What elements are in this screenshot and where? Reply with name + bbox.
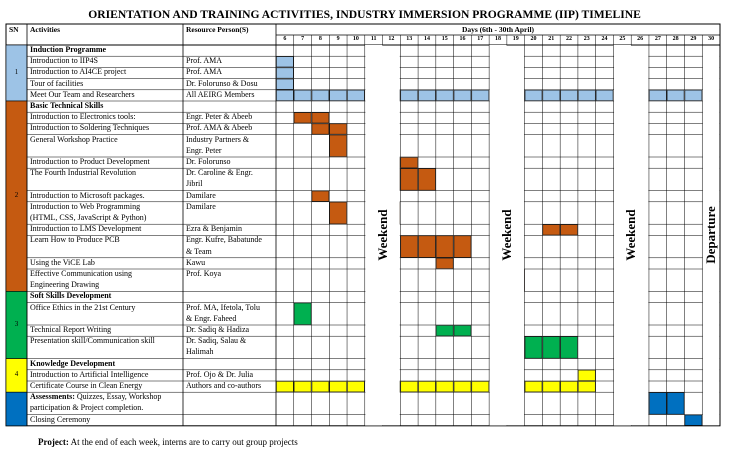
schedule-cell xyxy=(401,90,418,100)
schedule-cell xyxy=(649,90,666,100)
day-number-28: 28 xyxy=(672,36,679,42)
activity-label: Introduction to IIP4S xyxy=(30,56,98,66)
footer-text: At the end of each week, interns are to carry out group projects xyxy=(68,437,298,447)
schedule-cell xyxy=(667,393,684,414)
resource-person: Industry Partners & xyxy=(186,134,250,144)
day-number-14: 14 xyxy=(423,36,430,42)
day-number-26: 26 xyxy=(637,36,644,42)
schedule-cell xyxy=(454,236,471,257)
activity-label: Tour of facilities xyxy=(30,78,84,88)
schedule-cell xyxy=(578,90,595,100)
schedule-cell xyxy=(543,225,560,235)
resource-person: Prof. AMA xyxy=(186,56,223,66)
footer-note xyxy=(38,437,298,447)
schedule-cell xyxy=(578,370,595,380)
schedule-cell xyxy=(277,90,294,100)
day-number-9: 9 xyxy=(336,36,340,42)
schedule-cell xyxy=(312,124,329,134)
schedule-cell xyxy=(277,57,294,67)
activity-label: Introduction to AI4CE project xyxy=(30,67,127,77)
section-number-3: 3 xyxy=(14,320,19,328)
schedule-cell xyxy=(348,90,365,100)
schedule-cell xyxy=(596,90,613,100)
day-number-20: 20 xyxy=(530,36,537,42)
activity-label: Introduction to Artificial Intelligence xyxy=(30,369,149,379)
schedule-cell xyxy=(561,382,578,392)
day-number-18: 18 xyxy=(494,36,501,42)
schedule-cell xyxy=(667,90,684,100)
schedule-cell xyxy=(330,135,347,156)
resource-person: Engr. Peter & Abeeb xyxy=(186,112,253,122)
resource-person: & Engr. Faheed xyxy=(186,313,237,323)
day-number-25: 25 xyxy=(619,36,626,42)
activity-label: Using the ViCE Lab xyxy=(30,257,95,267)
day-number-30: 30 xyxy=(708,36,715,42)
activity-label: Introduction to Soldering Techniques xyxy=(30,123,150,133)
schedule-cell xyxy=(436,258,453,268)
resource-person: Jibril xyxy=(186,179,203,189)
activity-label xyxy=(30,392,182,403)
schedule-cell xyxy=(436,236,453,257)
schedule-cell xyxy=(312,113,329,123)
activity-label: Presentation skill/Communication skill xyxy=(30,336,155,346)
schedule-cell xyxy=(454,326,471,336)
schedule-cell xyxy=(294,382,311,392)
weekend-label-1: Weekend xyxy=(374,209,390,262)
resource-person: Ezra & Benjamin xyxy=(186,224,242,234)
schedule-cell xyxy=(685,90,702,100)
schedule-cell xyxy=(454,90,471,100)
schedule-cell xyxy=(472,90,489,100)
activity-label: Learn How to Produce PCB xyxy=(30,235,120,245)
activity-bold-prefix: Assessments: xyxy=(30,392,75,402)
schedule-cell xyxy=(330,202,347,223)
activity-label: General Workshop Practice xyxy=(30,134,118,144)
day-number-8: 8 xyxy=(318,36,322,42)
resource-person: Kawu xyxy=(186,257,206,267)
schedule-cell xyxy=(685,415,702,425)
day-number-21: 21 xyxy=(548,36,555,42)
schedule-cell xyxy=(277,79,294,89)
resource-person: Prof. Koya xyxy=(186,269,222,278)
resource-person: Damilare xyxy=(186,201,216,211)
schedule-cell xyxy=(401,236,418,257)
activity-label: Introduction to LMS Development xyxy=(30,224,142,234)
document-title: ORIENTATION AND TRAINING ACTIVITIES, INDUSTRY IMMERSION PROGRAMME (IIP) TIMELINE xyxy=(88,8,641,21)
schedule-cell xyxy=(401,158,418,168)
schedule-cell xyxy=(561,225,578,235)
header-sn: SN xyxy=(9,25,19,34)
resource-person: Prof. MA, Ifetola, Tolu xyxy=(186,302,260,312)
day-number-19: 19 xyxy=(512,36,519,42)
section-heading: Soft Skills Development xyxy=(30,291,112,301)
schedule-cell xyxy=(436,90,453,100)
schedule-cell xyxy=(525,90,542,100)
schedule-cell xyxy=(649,393,666,414)
day-number-16: 16 xyxy=(459,36,466,42)
header-resource: Resource Person(S) xyxy=(186,25,249,34)
schedule-cell xyxy=(277,382,294,392)
schedule-cell xyxy=(525,337,542,358)
resource-person: & Team xyxy=(186,246,212,256)
departure-label: Departure xyxy=(703,206,719,265)
activity-label: Closing Ceremony xyxy=(30,414,91,424)
section-number-2: 2 xyxy=(14,191,19,200)
activity-label: Technical Report Writing xyxy=(30,325,112,334)
schedule-cell xyxy=(543,337,560,358)
schedule-cell xyxy=(436,382,453,392)
day-number-7: 7 xyxy=(301,36,305,42)
section-number-4: 4 xyxy=(14,370,19,379)
schedule-cell xyxy=(312,191,329,201)
schedule-cell xyxy=(472,382,489,392)
section-heading: Knowledge Development xyxy=(30,358,116,368)
header-days: Days (6th - 30th April) xyxy=(461,25,535,34)
schedule-cell xyxy=(561,90,578,100)
activity-label: The Fourth Industrial Revolution xyxy=(30,168,136,178)
weekend-label-2: Weekend xyxy=(498,209,514,262)
schedule-cell xyxy=(312,90,329,100)
schedule-cell xyxy=(348,382,365,392)
day-number-11: 11 xyxy=(370,36,377,42)
resource-person: Dr. Sadiq & Hadiza xyxy=(186,325,250,334)
schedule-cell xyxy=(543,382,560,392)
day-number-22: 22 xyxy=(566,36,573,42)
resource-person: All AEIRG Members xyxy=(186,89,255,99)
resource-person: Prof. AMA xyxy=(186,67,223,77)
activity-rest: Quizzes, Essay, Workshop xyxy=(74,392,162,402)
schedule-cell xyxy=(419,236,436,257)
day-number-17: 17 xyxy=(477,36,484,42)
activity-label: Engineering Drawing xyxy=(30,280,100,290)
header-activities: Activities xyxy=(30,25,60,34)
schedule-cell xyxy=(330,90,347,100)
schedule-cell xyxy=(330,382,347,392)
day-number-23: 23 xyxy=(583,36,590,42)
day-number-6: 6 xyxy=(283,36,287,42)
schedule-cell xyxy=(525,382,542,392)
section-heading: Basic Technical Skills xyxy=(30,101,104,110)
resource-person: Dr. Folorunso xyxy=(186,157,231,166)
section-color-block-5 xyxy=(6,392,27,426)
resource-person: Halimah xyxy=(186,347,214,357)
section-number-1: 1 xyxy=(14,68,19,76)
schedule-cell xyxy=(578,382,595,392)
day-number-10: 10 xyxy=(352,36,359,42)
activity-label: Office Ethics in the 21st Century xyxy=(30,302,136,312)
schedule-cell xyxy=(419,90,436,100)
day-number-27: 27 xyxy=(654,36,661,42)
activity-label: Effective Communication using xyxy=(30,269,133,278)
day-number-12: 12 xyxy=(388,36,395,42)
activity-label: participation & Project completion. xyxy=(30,403,144,413)
schedule-cell xyxy=(294,90,311,100)
activity-label: Introduction to Product Development xyxy=(30,157,150,166)
schedule-cell xyxy=(419,382,436,392)
resource-person: Dr. Caroline & Engr. xyxy=(186,168,253,178)
resource-person: Prof. Ojo & Dr. Julia xyxy=(186,369,254,379)
schedule-cell xyxy=(543,90,560,100)
day-number-29: 29 xyxy=(690,36,697,42)
resource-person: Engr. Kufre, Babatunde xyxy=(186,235,262,245)
activity-label: Introduction to Web Programming xyxy=(30,201,141,211)
day-number-24: 24 xyxy=(601,36,608,42)
activity-label: Introduction to Microsoft packages. xyxy=(30,190,145,200)
activity-label: (HTML, CSS, JavaScript & Python) xyxy=(30,213,147,222)
activity-label: Meet Our Team and Researchers xyxy=(30,89,135,99)
weekend-label-3: Weekend xyxy=(623,209,639,262)
schedule-cell xyxy=(401,382,418,392)
activity-label: Certificate Course in Clean Energy xyxy=(30,381,143,390)
schedule-cell xyxy=(330,124,347,134)
resource-person: Authors and co-authors xyxy=(186,381,262,390)
activity-label: Introduction to Electronics tools: xyxy=(30,112,136,122)
schedule-cell xyxy=(277,68,294,78)
schedule-cell xyxy=(312,382,329,392)
schedule-cell xyxy=(419,169,436,190)
schedule-cell xyxy=(436,326,453,336)
resource-person: Damilare xyxy=(186,190,216,200)
resource-person: Dr. Folorunso & Dosu xyxy=(186,78,258,88)
resource-person: Prof. AMA & Abeeb xyxy=(186,123,253,133)
schedule-cell xyxy=(454,382,471,392)
section-heading: Induction Programme xyxy=(30,45,107,54)
schedule-cell xyxy=(294,303,311,324)
schedule-cell xyxy=(401,169,418,190)
resource-person: Dr. Sadiq, Salau & xyxy=(186,336,247,346)
schedule-cell xyxy=(561,337,578,358)
schedule-cell xyxy=(294,113,311,123)
day-number-13: 13 xyxy=(406,36,413,42)
day-number-15: 15 xyxy=(441,36,448,42)
footer-label: Project: xyxy=(38,437,69,447)
resource-person: Engr. Peter xyxy=(186,145,222,155)
